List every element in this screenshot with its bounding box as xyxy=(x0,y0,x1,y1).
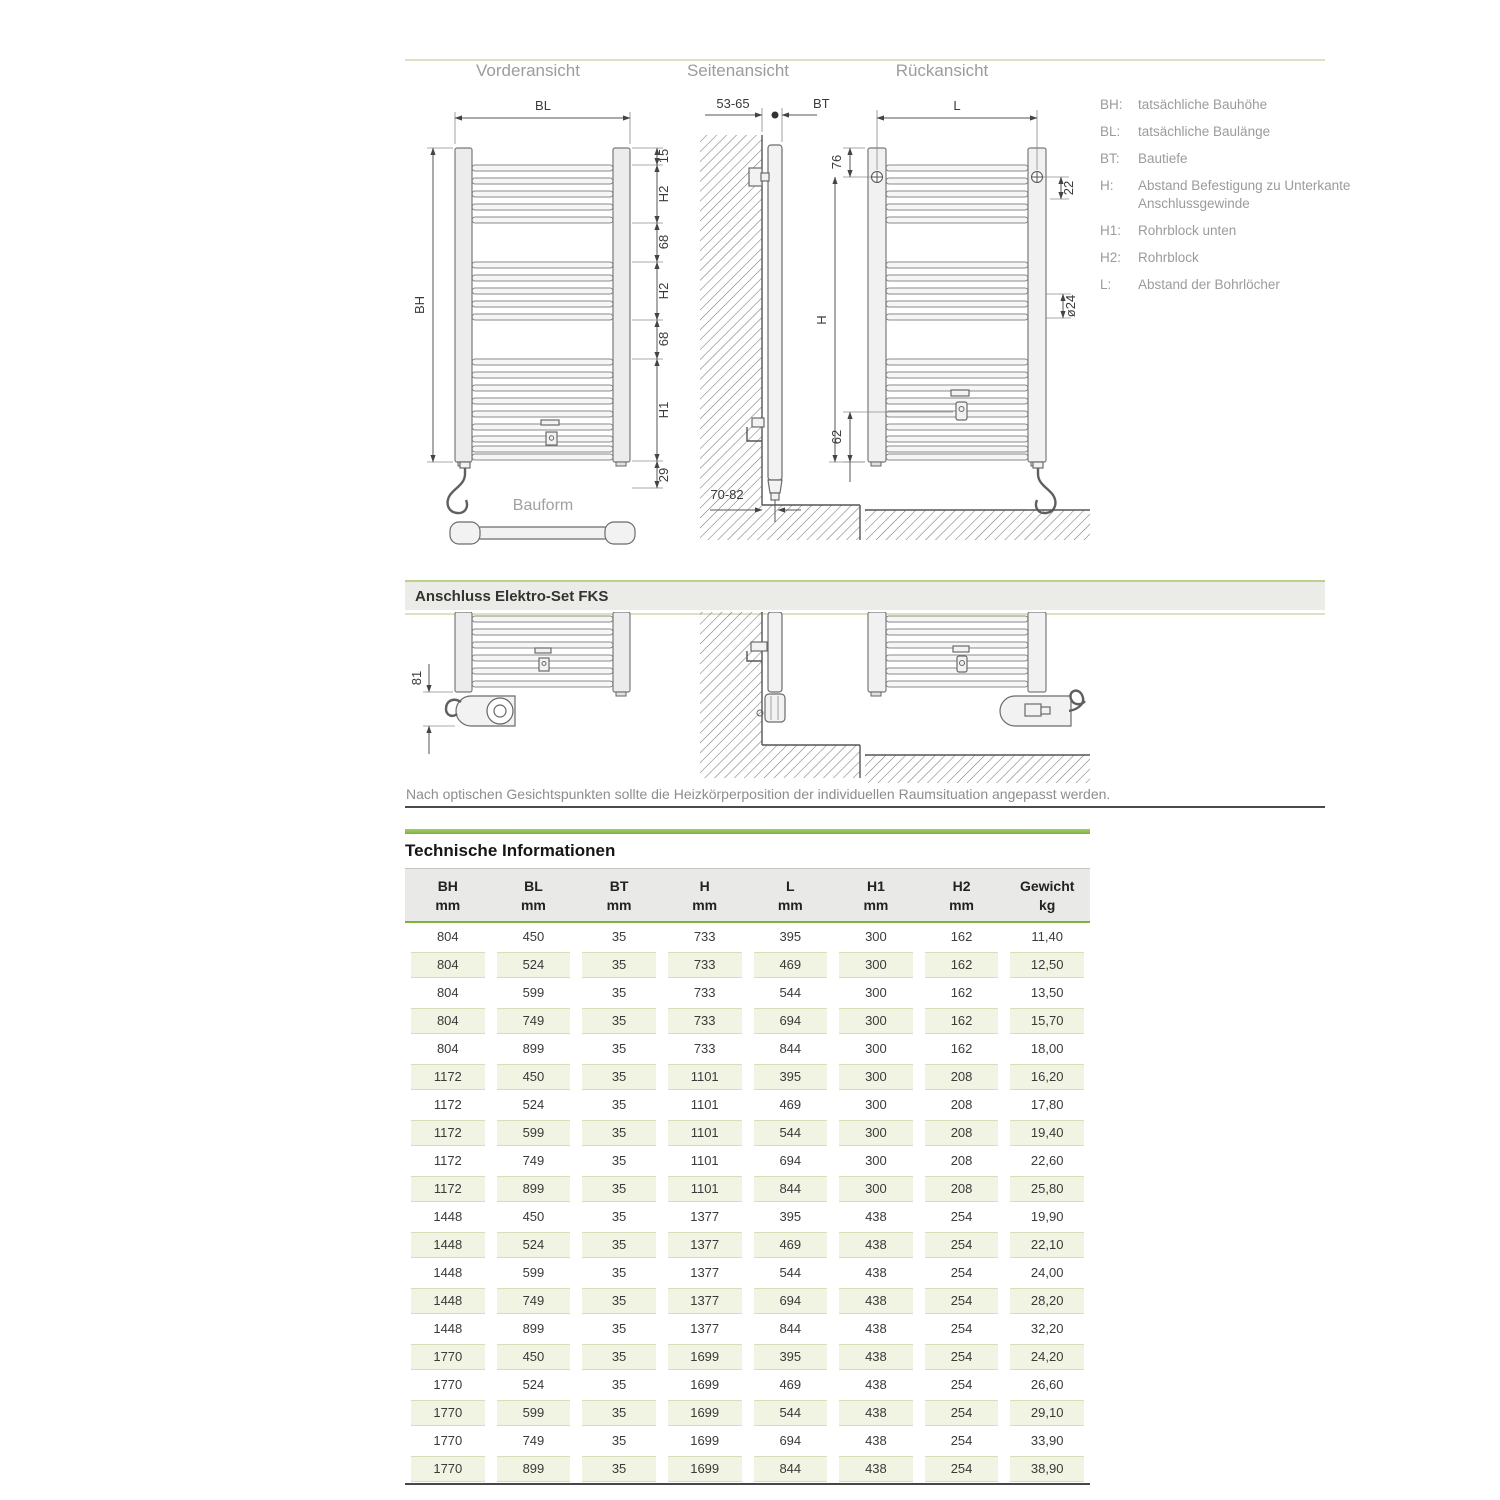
table-cell: 208 xyxy=(919,1175,1005,1203)
table-cell: 1172 xyxy=(433,1153,462,1168)
table-cell: 438 xyxy=(833,1287,919,1315)
table-cell: 1699 xyxy=(662,1343,748,1371)
dim-81: 81 xyxy=(409,670,424,686)
table-cell: 17,80 xyxy=(1030,1097,1064,1112)
table-cell: 300 xyxy=(833,1007,919,1035)
table-cell: 162 xyxy=(950,985,973,1000)
table-cell: 300 xyxy=(865,1153,887,1168)
table-cell: 1770 xyxy=(405,1343,491,1371)
table-cell: 395 xyxy=(779,929,802,944)
table-row xyxy=(405,922,1090,951)
bauform-label: Bauform xyxy=(512,497,574,514)
dim-h1: H1 xyxy=(656,401,671,419)
table-cell: 844 xyxy=(748,1175,834,1203)
table-cell: 300 xyxy=(833,951,919,979)
table-cell: 1172 xyxy=(405,1175,491,1203)
table-cell: 35 xyxy=(611,1041,627,1056)
section-divider xyxy=(405,806,1325,808)
table-row xyxy=(405,1175,1090,1203)
table-cell: 844 xyxy=(779,1321,802,1336)
column-header: H mm xyxy=(662,869,748,923)
legend-item-key: BT: xyxy=(1100,151,1120,166)
view-title-side: Seitenansicht xyxy=(686,61,790,80)
table-cell: 844 xyxy=(748,1455,834,1484)
table-cell: 25,80 xyxy=(1004,1175,1090,1203)
table-cell: 1699 xyxy=(690,1433,720,1448)
table-cell: 254 xyxy=(919,1455,1005,1484)
table-cell: 208 xyxy=(919,1063,1005,1091)
table-header-row xyxy=(405,869,1090,923)
table-row xyxy=(405,1259,1090,1287)
front-view xyxy=(412,98,671,544)
table-cell: 469 xyxy=(748,951,834,979)
dim-bh: BH xyxy=(412,295,427,315)
screw-hole-icon xyxy=(872,172,883,183)
table-cell: 38,90 xyxy=(1004,1455,1090,1484)
table-cell: 208 xyxy=(919,1119,1005,1147)
table-cell: 300 xyxy=(865,985,887,1000)
table-cell: 35 xyxy=(576,1231,662,1259)
table-cell: 524 xyxy=(491,951,577,979)
table-cell: 35 xyxy=(576,1287,662,1315)
dim-bt: BT xyxy=(813,96,830,111)
screw-hole-icon xyxy=(1032,172,1043,183)
table-cell: 544 xyxy=(779,985,802,1000)
table-cell: 19,90 xyxy=(1030,1209,1064,1224)
table-cell: 16,20 xyxy=(1004,1063,1090,1091)
view-title-front: Vorderansicht xyxy=(476,61,580,80)
legend-item xyxy=(1100,123,1380,141)
table-cell: 35 xyxy=(576,1175,662,1203)
table-cell: 254 xyxy=(950,1265,973,1280)
table-cell: 35 xyxy=(576,1455,662,1484)
table-cell: 438 xyxy=(833,1399,919,1427)
table-cell: 544 xyxy=(748,1399,834,1427)
table-cell: 300 xyxy=(865,929,887,944)
table-cell: 804 xyxy=(405,951,491,979)
fks-drawing xyxy=(405,612,1095,786)
table-cell: 15,70 xyxy=(1004,1007,1090,1035)
position-note: Nach optischen Gesichtspunkten sollte die Heizkörperposition der individuellen Raumsituation angepasst werden. xyxy=(406,786,1111,802)
legend-item-text: Abstand Befestigung zu Unterkante Anschlussgewinde xyxy=(1138,178,1351,211)
table-cell: 544 xyxy=(748,1119,834,1147)
table-cell: 694 xyxy=(748,1007,834,1035)
table-cell: 254 xyxy=(919,1343,1005,1371)
table-cell: 35 xyxy=(611,1097,627,1112)
fks-rear-view xyxy=(865,612,1090,783)
table-cell: 694 xyxy=(748,1287,834,1315)
legend-item-text: Bautiefe xyxy=(1138,151,1188,166)
dim-29: 29 xyxy=(656,467,671,483)
dim-bl: BL xyxy=(535,98,551,113)
table-cell: 300 xyxy=(833,1119,919,1147)
table-cell: 733 xyxy=(693,929,716,944)
table-cell: 395 xyxy=(748,1063,834,1091)
table-cell: 1448 xyxy=(405,1231,491,1259)
table-cell: 1377 xyxy=(662,1287,748,1315)
table-cell: 1377 xyxy=(662,1231,748,1259)
table-cell: 899 xyxy=(522,1321,545,1336)
legend-item-key: H: xyxy=(1100,178,1114,193)
table-cell: 438 xyxy=(865,1265,887,1280)
view-title-rear: Rückansicht xyxy=(895,61,989,80)
rear-view xyxy=(814,98,1090,540)
legend-item-text: Rohrblock unten xyxy=(1138,223,1237,238)
table-cell: 1172 xyxy=(433,1097,462,1112)
table-cell: 1377 xyxy=(690,1209,720,1224)
table-accent-bar xyxy=(405,829,1090,834)
table-cell: 300 xyxy=(833,1063,919,1091)
table-cell: 450 xyxy=(491,1063,577,1091)
table-cell: 254 xyxy=(919,1231,1005,1259)
table-cell: 438 xyxy=(865,1433,887,1448)
dim-h2b: H2 xyxy=(656,282,671,300)
table-cell: 35 xyxy=(576,1119,662,1147)
legend xyxy=(1100,96,1380,303)
table-cell: 35 xyxy=(611,1321,627,1336)
table-cell: 733 xyxy=(693,985,716,1000)
table-cell: 1699 xyxy=(690,1377,720,1392)
fks-section-header xyxy=(405,580,1325,610)
table-cell: 35 xyxy=(611,1377,627,1392)
table-cell: 254 xyxy=(950,1321,973,1336)
table-cell: 1448 xyxy=(433,1321,463,1336)
table-cell: 438 xyxy=(833,1455,919,1484)
table-row xyxy=(405,1287,1090,1315)
table-cell: 469 xyxy=(779,1097,802,1112)
table-row xyxy=(405,979,1090,1007)
table-cell: 1770 xyxy=(433,1433,463,1448)
table-cell: 35 xyxy=(576,1063,662,1091)
column-header: L mm xyxy=(748,869,834,923)
table-row xyxy=(405,1371,1090,1399)
fks-section-title: Anschluss Elektro-Set FKS xyxy=(415,588,609,605)
table-cell: 1101 xyxy=(662,1063,748,1091)
table-row xyxy=(405,1455,1090,1484)
table-cell: 733 xyxy=(662,1007,748,1035)
technical-drawing xyxy=(405,90,1095,555)
table-cell: 733 xyxy=(693,1041,716,1056)
table-cell: 544 xyxy=(779,1265,802,1280)
table-cell: 162 xyxy=(919,1007,1005,1035)
table-cell: 749 xyxy=(522,1433,545,1448)
table-cell: 22,10 xyxy=(1004,1231,1090,1259)
column-header: H1 mm xyxy=(833,869,919,923)
legend-item-key: H2: xyxy=(1100,250,1122,265)
table-cell: 32,20 xyxy=(1030,1321,1064,1336)
table-cell: 694 xyxy=(779,1433,802,1448)
technical-info-table xyxy=(405,868,1090,1485)
table-cell: 1448 xyxy=(433,1265,463,1280)
table-cell: 899 xyxy=(491,1455,577,1484)
legend-item-key: BH: xyxy=(1100,97,1123,112)
table-cell: 24,20 xyxy=(1004,1343,1090,1371)
table-row xyxy=(405,1203,1090,1231)
dim-53-65: 53-65 xyxy=(716,96,750,111)
table-row xyxy=(405,1427,1090,1455)
column-header: H2 mm xyxy=(919,869,1005,923)
table-cell: 18,00 xyxy=(1030,1041,1064,1056)
table-cell: 749 xyxy=(491,1007,577,1035)
legend-item xyxy=(1100,96,1380,114)
table-row xyxy=(405,1063,1090,1091)
table-cell: 35 xyxy=(611,985,627,1000)
table-cell: 804 xyxy=(436,1041,459,1056)
table-cell: 35 xyxy=(611,1265,627,1280)
table-cell: 1448 xyxy=(405,1287,491,1315)
table-cell: 35 xyxy=(611,1153,627,1168)
table-cell: 162 xyxy=(919,951,1005,979)
table-cell: 35 xyxy=(576,1343,662,1371)
table-row xyxy=(405,1231,1090,1259)
table-cell: 28,20 xyxy=(1004,1287,1090,1315)
radiator-profile xyxy=(768,145,782,480)
table-cell: 35 xyxy=(576,951,662,979)
table-cell: 804 xyxy=(436,929,459,944)
table-cell: 24,00 xyxy=(1030,1265,1064,1280)
table-cell: 1172 xyxy=(405,1119,491,1147)
table-cell: 1101 xyxy=(662,1175,748,1203)
table-cell: 599 xyxy=(522,985,545,1000)
dim-h2a: H2 xyxy=(656,185,671,203)
table-cell: 1448 xyxy=(433,1209,463,1224)
column-header: Gewicht kg xyxy=(1004,869,1090,923)
table-cell: 438 xyxy=(833,1343,919,1371)
legend-item-key: L: xyxy=(1100,277,1112,292)
dim-62: 62 xyxy=(829,429,844,445)
table-cell: 300 xyxy=(833,1175,919,1203)
table-row xyxy=(405,1091,1090,1119)
legend-item-text: tatsächliche Bauhöhe xyxy=(1138,97,1268,112)
legend-item xyxy=(1100,222,1380,240)
table-row xyxy=(405,1399,1090,1427)
table-cell: 35 xyxy=(611,929,627,944)
table-cell: 469 xyxy=(779,1377,802,1392)
table-cell: 450 xyxy=(491,1343,577,1371)
table-cell: 35 xyxy=(576,1007,662,1035)
table-cell: 1699 xyxy=(662,1399,748,1427)
table-cell: 733 xyxy=(662,951,748,979)
dim-15: 15 xyxy=(656,148,671,164)
dim-70-82: 70-82 xyxy=(710,487,744,502)
table-cell: 254 xyxy=(919,1287,1005,1315)
table-row xyxy=(405,1147,1090,1175)
table-cell: 599 xyxy=(491,1399,577,1427)
dim-l: L xyxy=(953,98,961,113)
legend-item xyxy=(1100,177,1380,213)
table-cell: 450 xyxy=(522,1209,545,1224)
table-cell: 844 xyxy=(779,1041,802,1056)
dim-dia24: ø24 xyxy=(1063,294,1078,318)
table-cell: 208 xyxy=(950,1097,973,1112)
legend-item-key: H1: xyxy=(1100,223,1122,238)
table-row xyxy=(405,1315,1090,1343)
table-row xyxy=(405,1343,1090,1371)
table-cell: 694 xyxy=(779,1153,802,1168)
table-cell: 749 xyxy=(522,1153,545,1168)
table-cell: 254 xyxy=(950,1377,973,1392)
table-cell: 524 xyxy=(522,1377,545,1392)
table-cell: 254 xyxy=(950,1433,973,1448)
table-cell: 1377 xyxy=(690,1321,720,1336)
table-cell: 899 xyxy=(522,1041,545,1056)
table-cell: 1101 xyxy=(690,1153,719,1168)
table-cell: 599 xyxy=(491,1119,577,1147)
table-row xyxy=(405,951,1090,979)
table-cell: 254 xyxy=(919,1399,1005,1427)
table-row xyxy=(405,1007,1090,1035)
legend-item-text: tatsächliche Baulänge xyxy=(1138,124,1271,139)
table-cell: 26,60 xyxy=(1030,1377,1064,1392)
table-cell: 300 xyxy=(865,1041,887,1056)
table-cell: 35 xyxy=(611,1433,627,1448)
table-cell: 469 xyxy=(748,1231,834,1259)
table-cell: 450 xyxy=(522,929,545,944)
legend-item-text: Abstand der Bohrlöcher xyxy=(1138,277,1280,292)
table-cell: 804 xyxy=(405,1007,491,1035)
table-cell: 749 xyxy=(491,1287,577,1315)
table-cell: 13,50 xyxy=(1030,985,1064,1000)
table-title: Technische Informationen xyxy=(405,841,616,860)
dim-22: 22 xyxy=(1061,180,1076,196)
table-cell: 1101 xyxy=(690,1097,719,1112)
table-cell: 899 xyxy=(491,1175,577,1203)
table-cell: 1699 xyxy=(662,1455,748,1484)
dim-68b: 68 xyxy=(656,331,671,347)
table-cell: 1377 xyxy=(690,1265,720,1280)
dim-68a: 68 xyxy=(656,234,671,250)
table-cell: 1101 xyxy=(662,1119,748,1147)
table-cell: 19,40 xyxy=(1004,1119,1090,1147)
table-cell: 395 xyxy=(748,1343,834,1371)
dim-h: H xyxy=(814,315,829,325)
table-row xyxy=(405,1035,1090,1063)
table-body xyxy=(405,922,1090,1484)
table-cell: 395 xyxy=(779,1209,802,1224)
table-cell: 438 xyxy=(865,1321,887,1336)
column-header: BT mm xyxy=(576,869,662,923)
table-cell: 254 xyxy=(950,1209,973,1224)
table-cell: 524 xyxy=(491,1231,577,1259)
legend-item xyxy=(1100,276,1380,294)
dim-76: 76 xyxy=(829,154,844,170)
table-cell: 524 xyxy=(522,1097,545,1112)
table-cell: 1770 xyxy=(433,1377,463,1392)
table-cell: 162 xyxy=(950,1041,973,1056)
column-header: BH mm xyxy=(405,869,491,923)
table-cell: 1770 xyxy=(405,1455,491,1484)
table-cell: 300 xyxy=(865,1097,887,1112)
table-cell: 12,50 xyxy=(1004,951,1090,979)
table-cell: 208 xyxy=(950,1153,973,1168)
table-cell: 599 xyxy=(522,1265,545,1280)
table-cell: 35 xyxy=(611,1209,627,1224)
table-cell: 162 xyxy=(950,929,973,944)
technical-info-section xyxy=(405,829,1090,1485)
table-cell: 438 xyxy=(865,1209,887,1224)
column-header: BL mm xyxy=(491,869,577,923)
table-cell: 438 xyxy=(865,1377,887,1392)
table-cell: 1770 xyxy=(405,1399,491,1427)
table-cell: 22,60 xyxy=(1030,1153,1064,1168)
legend-item xyxy=(1100,150,1380,168)
legend-item xyxy=(1100,249,1380,267)
fks-front-view xyxy=(409,612,630,754)
legend-item-key: BL: xyxy=(1100,124,1121,139)
fks-side-view xyxy=(700,612,860,778)
table-cell: 35 xyxy=(576,1399,662,1427)
table-cell: 11,40 xyxy=(1031,929,1063,944)
table-cell: 804 xyxy=(436,985,459,1000)
legend-item-text: Rohrblock xyxy=(1138,250,1199,265)
table-cell: 438 xyxy=(833,1231,919,1259)
table-cell: 1172 xyxy=(405,1063,491,1091)
table-cell: 29,10 xyxy=(1004,1399,1090,1427)
table-cell: 33,90 xyxy=(1030,1433,1064,1448)
table-row xyxy=(405,1119,1090,1147)
